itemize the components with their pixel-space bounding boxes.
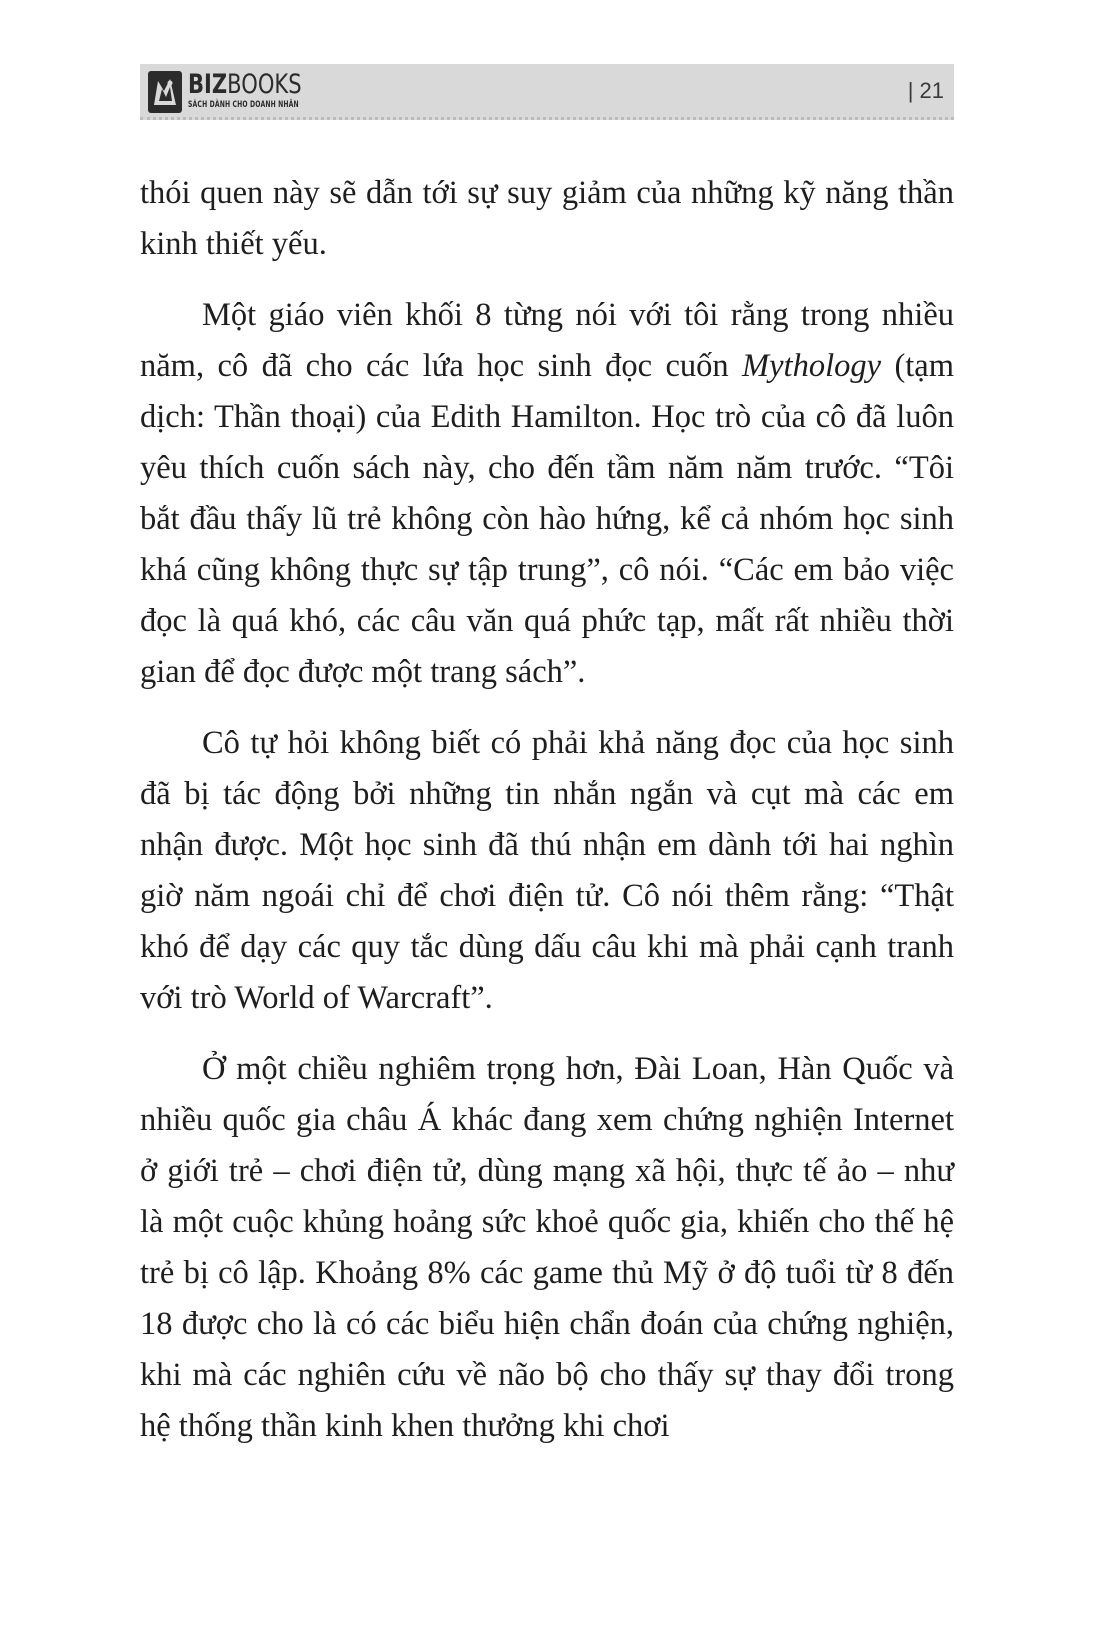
book-title: Mythology [742, 348, 882, 384]
paragraph-teacher-wonders: Cô tự hỏi không biết có phải khả năng đọc của học sinh đã bị tác động bởi những tin nhắn ngắn và cụt mà các em nhận được. Một học sinh đã thú nhận em dành tới hai nghìn giờ năm ngoái chỉ để chơi điện tử. Cô nói thêm rằng: “Thật khó để dạy các quy tắc dùng dấu câu khi mà phải cạnh tranh với trò World of Warcraft”. [140, 725, 954, 1016]
running-header [140, 64, 954, 120]
bizbooks-emblem-icon [148, 71, 182, 113]
paragraph-teacher-mythology [140, 290, 954, 698]
bizbooks-logo [148, 71, 342, 115]
brand-name-light: BOOKS [227, 69, 302, 100]
paragraph-internet-addiction: Ở một chiều nghiêm trọng hơn, Đài Loan, Hàn Quốc và nhiều quốc gia châu Á khác đang xem chứng nghiện Internet ở giới trẻ – chơi điện tử, dùng mạng xã hội, thực tế ảo – như là một cuộc khủng hoảng sức khoẻ quốc gia, khiến cho thế hệ trẻ bị cô lập. Khoảng 8% các game thủ Mỹ ở độ tuổi từ 8 đến 18 được cho là có các biểu hiện chẩn đoán của chứng nghiện, khi mà các nghiên cứu về não bộ cho thấy sự thay đổi trong hệ thống thần kinh khen thưởng khi chơi [140, 1051, 954, 1444]
page-number: | 21 [907, 78, 944, 103]
body-text [140, 168, 954, 1472]
brand-name [188, 71, 308, 98]
paragraph-text: Một giáo viên khối 8 từng nói với tôi rằng trong nhiều năm, cô đã cho các lứa học sinh đọc cuốn [140, 297, 954, 384]
brand-name-bold: BIZ [188, 69, 228, 100]
paragraph-text: (tạm dịch: Thần thoại) của Edith Hamilton. Học trò của cô đã luôn yêu thích cuốn sách này, cho đến tầm năm năm trước. “Tôi bắt đầu thấy lũ trẻ không còn hào hứng, kể cả nhóm học sinh khá cũng không thực sự tập trung”, cô nói. “Các em bảo việc đọc là quá khó, các câu văn quá phức tạp, mất rất nhiều thời gian để đọc được một trang sách”. [140, 348, 955, 690]
paragraph-continuation: thói quen này sẽ dẫn tới sự suy giảm của những kỹ năng thần kinh thiết yếu. [140, 175, 954, 262]
brand-tagline: SÁCH DÀNH CHO DOANH NHÂN [188, 100, 299, 110]
